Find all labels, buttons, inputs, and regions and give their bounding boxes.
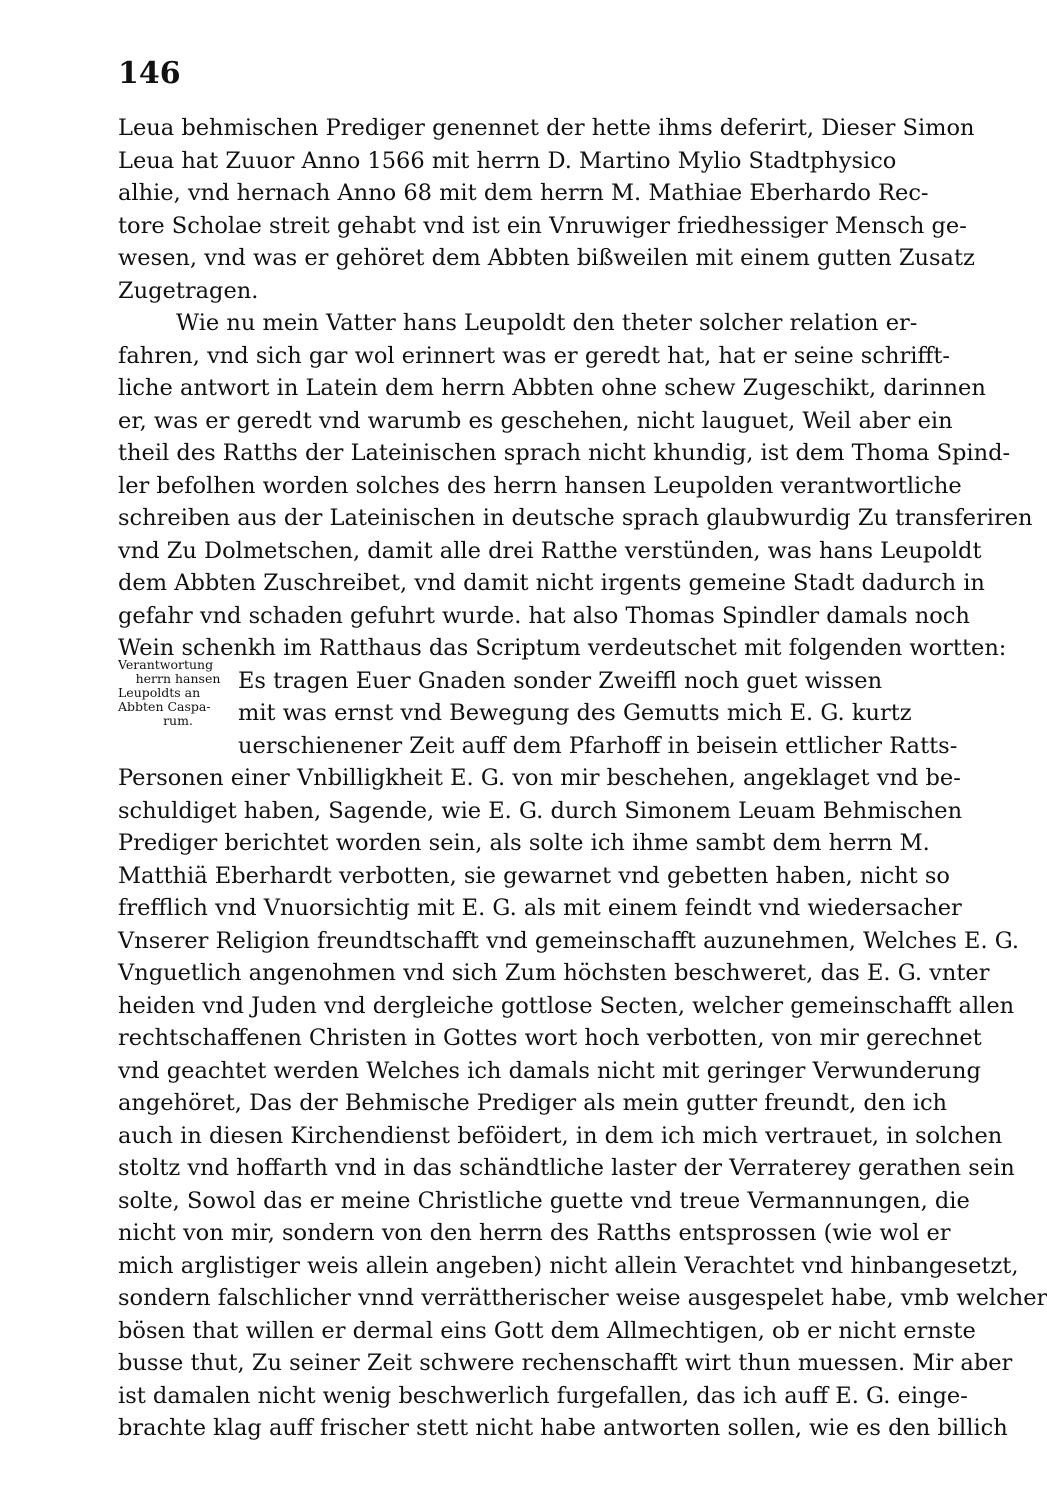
text-line: Prediger berichtet worden sein, als solte ich ihme sambt dem herrn M. xyxy=(118,830,930,856)
text-line: theil des Ratths der Lateinischen sprach nicht khundig, ist dem Thoma Spind- xyxy=(118,440,1011,466)
margin-note-line: herrn hansen xyxy=(135,671,221,686)
margin-note-line: Verantwortung xyxy=(118,657,214,672)
text-line: Leua behmischen Prediger genennet der hette ihms deferirt, Dieser Simon xyxy=(118,115,975,141)
text-line: bösen that willen er dermal eins Gott dem Allmechtigen, ob er nicht ernste xyxy=(118,1317,976,1344)
text-line: stoltz vnd hoffarth vnd in das schändtliche laster der Verraterey gerathen sein xyxy=(118,1155,1015,1181)
text-line: vnd Zu Dolmetschen, damit alle drei Ratthe verstünden, was hans Leupoldt xyxy=(118,537,982,564)
text-line: frefflich vnd Vnuorsichtig mit E. G. als mit einem feindt vnd wiedersacher xyxy=(118,895,962,921)
body-text xyxy=(118,112,1047,1445)
text-line: ist damalen nicht wenig beschwerlich furgefallen, das ich auff E. G. einge- xyxy=(118,1382,968,1409)
margin-note-line: Leupoldts an xyxy=(118,685,201,700)
text-line: er, was er geredt vnd warumb es geschehen, nicht lauguet, Weil aber ein xyxy=(118,407,953,434)
text-line: Leua hat Zuuor Anno 1566 mit herrn D. Martino Mylio Stadtphysico xyxy=(118,147,897,174)
text-line: vnd geachtet werden Welches ich damals nicht mit geringer Verwunderung xyxy=(118,1057,981,1084)
text-line: mit was ernst vnd Bewegung des Gemutts mich E. G. kurtz xyxy=(238,700,912,726)
text-line: ler befolhen worden solches des herrn hansen Leupolden verantwortliche xyxy=(118,472,962,499)
text-line: alhie, vnd hernach Anno 68 mit dem herrn M. Mathiae Eberhardo Rec- xyxy=(118,180,929,206)
margin-note-line: rum. xyxy=(163,713,193,728)
text-line: liche antwort in Latein dem herrn Abbten ohne schew Zugeschikt, darinnen xyxy=(118,375,986,401)
text-line: uerschienener Zeit auff dem Pfarhoff in beisein ettlicher Ratts- xyxy=(238,732,958,759)
text-line: Vnserer Religion freundtschafft vnd gemeinschafft auzunehmen, Welches E. G. xyxy=(118,927,1020,954)
text-line: rechtschaffenen Christen in Gottes wort hoch verbotten, von mir gerechnet xyxy=(118,1025,982,1051)
text-line: Wie nu mein Vatter hans Leupoldt den theter solcher relation er- xyxy=(176,310,918,336)
text-line: Vnguetlich angenohmen vnd sich Zum höchsten beschweret, das E. G. vnter xyxy=(118,960,990,986)
text-line: auch in diesen Kirchendienst beföidert, in dem ich mich vertrauet, in solchen xyxy=(118,1122,1003,1149)
text-line: solte, Sowol das er meine Christliche guette vnd treue Vermannungen, die xyxy=(118,1187,970,1214)
text-line: Es tragen Euer Gnaden sonder Zweiffl noch guet wissen xyxy=(238,667,883,694)
text-line: Wein schenkh im Ratthaus das Scriptum verdeutschet mit folgenden wortten: xyxy=(118,635,1007,661)
text-line: dem Abbten Zuschreibet, vnd damit nicht irgents gemeine Stadt dadurch in xyxy=(118,570,985,596)
text-line: wesen, vnd was er gehöret dem Abbten bißweilen mit einem gutten Zusatz xyxy=(118,245,975,271)
text-line: angehöret, Das der Behmische Prediger als mein gutter freundt, den ich xyxy=(118,1090,948,1116)
text-line: schreiben aus der Lateinischen in deutsche sprach glaubwurdig Zu transferiren xyxy=(118,505,1033,531)
text-line: nicht von mir, sondern von den herrn des Ratths entsprossen (wie wol er xyxy=(118,1220,951,1246)
text-line: heiden vnd Juden vnd dergleiche gottlose Secten, welcher gemeinschafft allen xyxy=(118,992,1015,1019)
text-line: Matthiä Eberhardt verbotten, sie gewarnet vnd gebetten haben, nicht so xyxy=(118,862,950,889)
text-line: sondern falschlicher vnnd verrättherischer weise ausgespelet habe, vmb welcher xyxy=(118,1285,1047,1311)
text-line: tore Scholae streit gehabt vnd ist ein Vnruwiger friedhessiger Mensch ge- xyxy=(118,212,967,239)
text-line: busse thut, Zu seiner Zeit schwere rechenschafft wirt thun muessen. Mir aber xyxy=(118,1350,1013,1376)
text-line: mich arglistiger weis allein angeben) nicht allein Verachtet vnd hinbangesetzt, xyxy=(118,1252,1019,1279)
text-line: schuldiget haben, Sagende, wie E. G. durch Simonem Leuam Behmischen xyxy=(118,797,963,824)
page-number: 146 xyxy=(118,56,181,91)
margin-note-line: Abbten Caspa- xyxy=(118,699,211,714)
text-line: fahren, vnd sich gar wol erinnert was er geredt hat, hat er seine schrifft- xyxy=(118,342,951,369)
text-line: Personen einer Vnbilligkheit E. G. von mir beschehen, angeklaget vnd be- xyxy=(118,765,961,791)
text-line: gefahr vnd schaden gefuhrt wurde. hat also Thomas Spindler damals noch xyxy=(118,602,970,629)
text-line: brachte klag auff frischer stett nicht habe antworten sollen, wie es den billich xyxy=(118,1415,1008,1441)
text-line: Zugetragen. xyxy=(118,277,259,304)
